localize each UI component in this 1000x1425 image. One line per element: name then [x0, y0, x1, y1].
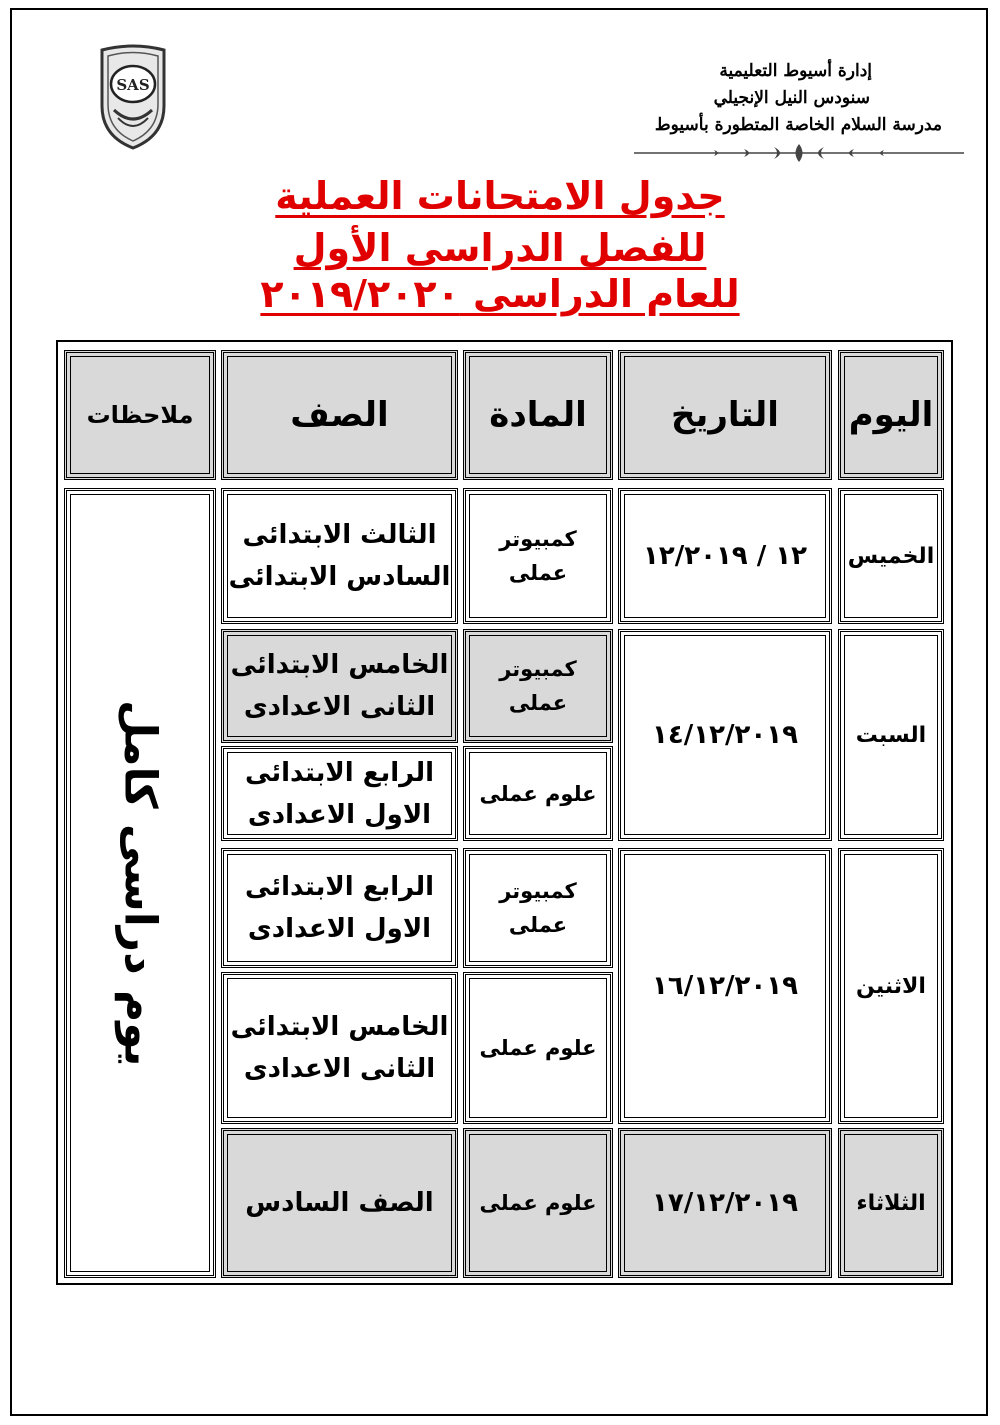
- header-line-1: إدارة أسيوط التعليمية: [719, 61, 872, 81]
- subject-line-2: عملى: [508, 913, 568, 937]
- grade-line-1: الصف السادس: [245, 1188, 434, 1218]
- grade-cell: [221, 1128, 458, 1278]
- grade-cell: [221, 488, 458, 624]
- grade-line-1: الرابع الابتدائى: [245, 872, 434, 902]
- subject-line-1: علوم عملى: [479, 1036, 597, 1060]
- exam-schedule-table: [56, 340, 953, 1285]
- header-subject: المادة: [463, 350, 613, 480]
- header-line-3: مدرسة السلام الخاصة المتطورة بأسيوط: [654, 115, 942, 135]
- date-cell: ١٧/١٢/٢٠١٩: [618, 1128, 832, 1278]
- subject-cell: [463, 746, 613, 841]
- grade-line-1: الثالث الابتدائى: [242, 520, 437, 550]
- header-day: اليوم: [838, 350, 944, 480]
- grade-cell: [221, 848, 458, 968]
- date-cell: ١٤/١٢/٢٠١٩: [618, 629, 832, 841]
- logo-text: SAS: [116, 76, 150, 94]
- header-line-2: سنودس النيل الإنجيلي: [713, 88, 870, 108]
- header-notes: ملاحظات: [64, 350, 216, 480]
- subject-cell: [463, 629, 613, 743]
- day-cell: الثلاثاء: [838, 1128, 944, 1278]
- subject-line-1: كمبيوتر: [499, 879, 577, 903]
- grade-line-2: الثانى الاعدادى: [243, 1054, 436, 1084]
- subject-line-1: علوم عملى: [479, 1191, 597, 1215]
- ornament-divider: [634, 140, 964, 166]
- grade-line-1: الخامس الابتدائى: [230, 650, 449, 680]
- date-cell: ١٢ / ١٢/٢٠١٩: [618, 488, 832, 624]
- grade-cell: [221, 629, 458, 743]
- grade-cell: [221, 746, 458, 841]
- subject-line-1: كمبيوتر: [499, 527, 577, 551]
- grade-line-1: الخامس الابتدائى: [230, 1012, 449, 1042]
- date-cell: ١٦/١٢/٢٠١٩: [618, 848, 832, 1124]
- title-line-1: جدول الامتحانات العملية: [275, 174, 725, 218]
- subject-cell: [463, 848, 613, 968]
- day-cell: السبت: [838, 629, 944, 841]
- grade-line-2: الثانى الاعدادى: [243, 692, 436, 722]
- subject-cell: [463, 1128, 613, 1278]
- grade-cell: [221, 972, 458, 1124]
- day-cell: الاثنين: [838, 848, 944, 1124]
- day-cell: الخميس: [838, 488, 944, 624]
- header-date: التاريخ: [618, 350, 832, 480]
- subject-line-2: عملى: [508, 691, 568, 715]
- title-line-2: للفصل الدراسى الأول: [293, 226, 707, 270]
- grade-line-2: الاول الاعدادى: [247, 914, 432, 944]
- note-text: يوم دراسى كامل: [114, 699, 166, 1067]
- subject-cell: [463, 488, 613, 624]
- notes-cell: [64, 488, 216, 1278]
- subject-line-2: عملى: [508, 561, 568, 585]
- school-header: [562, 58, 942, 139]
- grade-line-1: الرابع الابتدائى: [245, 757, 434, 788]
- grade-line-2: السادس الابتدائى: [228, 562, 451, 592]
- school-logo: [98, 44, 168, 152]
- grade-line-2: الاول الاعدادى: [247, 799, 432, 830]
- subject-cell: [463, 972, 613, 1124]
- subject-line-1: كمبيوتر: [499, 657, 577, 681]
- subject-line-1: علوم عملى: [479, 781, 597, 806]
- title-line-3: للعام الدراسى ٢٠١٩/٢٠٢٠: [260, 272, 740, 316]
- header-grade: الصف: [221, 350, 458, 480]
